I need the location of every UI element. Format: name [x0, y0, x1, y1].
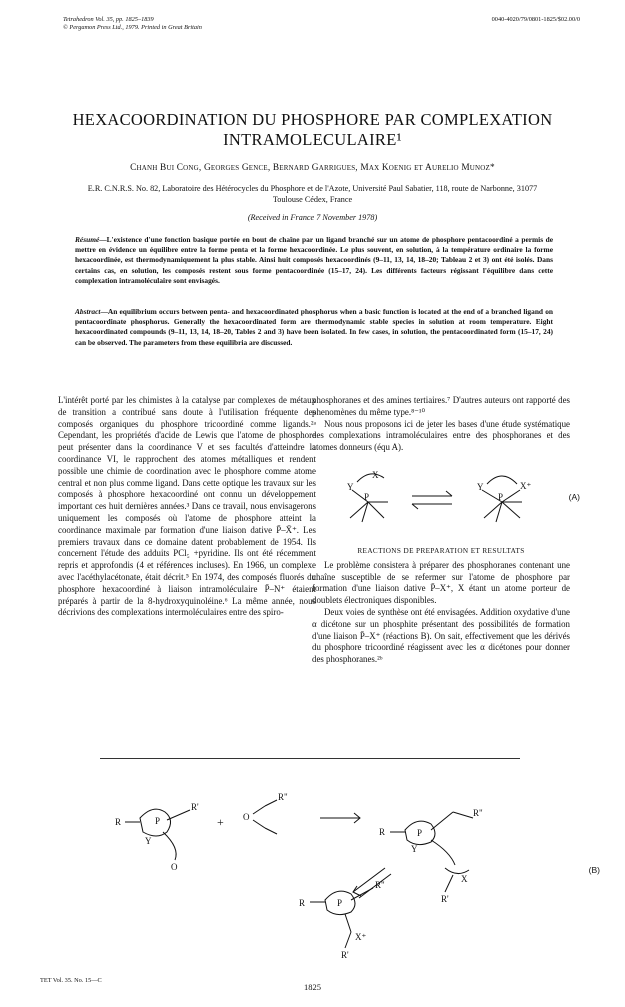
publisher-line: © Pergamon Press Ltd., 1979. Printed in Great Britain	[63, 24, 202, 31]
atom-r-prime: R'	[441, 894, 449, 904]
resume-french	[75, 235, 553, 286]
page-number: 1825	[304, 982, 321, 992]
section-heading: REACTIONS DE PREPARATION ET RESULTATS	[357, 546, 525, 555]
atom-x-plus: X⁺	[355, 932, 367, 942]
atom-r: R	[115, 817, 122, 827]
body-column-left	[58, 395, 316, 619]
body-column-right	[312, 395, 580, 666]
resume-text: —L'existence d'une fonction basique portée en bout de chaîne par un ligand branché sur un atome de phosphore pentacoordiné a permis de mettre en évidence un équilibre entre la forme penta et la forme hexacoordinée. Le plus souvent, en solution, à la température ordinaire la forme hexacoordinée, est thermodynamiquement la plus stable. Ainsi huit composés hexacoordinés (9–11, 13, 14, 18–20; Tableau 2 et 3) ont été isolés. Dans certains cas, en solution, les composés restent sous forme pentacoordinée (15–17, 24). Les différents facteurs régissant l'équilibre dans cette complexation intramoléculaire sont envisagés.	[75, 235, 553, 285]
atom-r: R	[379, 827, 386, 837]
atom-r-double-prime: R"	[278, 792, 288, 802]
affiliation: E.R. C.N.R.S. No. 82, Laboratoire des Hétérocycles du Phosphore et de l'Azote, Université Paul Sabatier, 118, route de Narbonne, 31077 Toulouse Cédex, France	[87, 184, 538, 204]
equilibrium-scheme-a	[312, 460, 552, 540]
equation-label-a: (A)	[568, 491, 580, 502]
paragraph: phosphoranes et des amines tertiaires.⁷ D'autres auteurs ont rapporté des phenomènes du même type.⁸⁻¹⁰	[312, 395, 570, 417]
article-title: HEXACOORDINATION DU PHOSPHORE PAR COMPLEXATION INTRAMOLECULAIRE¹	[72, 110, 553, 149]
atom-x-plus: X⁺	[520, 480, 532, 491]
atom-r: R	[299, 898, 306, 908]
atom-y: Y	[347, 481, 354, 492]
atom-p: P	[364, 491, 370, 502]
atom-x: X	[372, 469, 379, 480]
resume-label: Résumé	[75, 235, 100, 244]
abstract-english	[75, 307, 553, 348]
atom-p: P	[417, 828, 423, 838]
journal-header	[63, 16, 202, 32]
journal-citation: Tetrahedron Vol. 35, pp. 1825–1839	[63, 16, 154, 23]
atom-p: P	[337, 898, 343, 908]
author-list: Chanh Bui Cong, Georges Gence, Bernard Garrigues, Max Koenig et Aurelio Munoz*	[130, 163, 495, 173]
paragraph: Le problème consistera à préparer des phosphoranes contenant une chaîne susceptible de se refermer sur l'atome de phosphore par formation d'une liaison dative P̄–X⁺, X étant un atome porteur de doublets électroniques disponibles.	[312, 559, 570, 606]
article-code: 0040-4020/79/0801-1825/$02.00/0	[491, 16, 580, 23]
abstract-text: —An equilibrium occurs between penta- and hexacoordinated phosphorus when a basic function is located at the end of a branched ligand on pentacoordinate phosphorus. Generally the hexacoordinated form are thermodynamic stable species in solution at room temperature. Eight hexacoordinated compounds (9–11, 13, 14, 18–20, Tables 2 and 3) have been isolated. In few cases, in solution, the pentacoordinated form (15–17, 24) can be observed. The parameters from these equilibria are discussed.	[75, 307, 553, 347]
atom-r-prime: R'	[191, 802, 199, 812]
atom-y: Y	[411, 844, 418, 854]
section-divider	[100, 758, 520, 759]
atom-r-double-prime: R"	[375, 880, 385, 890]
atom-r-double-prime: R"	[473, 808, 483, 818]
footer-volume: TET Vol. 35. No. 15—C	[40, 977, 102, 984]
atom-o: O	[171, 862, 178, 872]
paragraph: L'intérêt porté par les chimistes à la catalyse par complexes de métaux de transition a contribué sans doute à l'utilisation fréquente des composés organiques du phosphore tricoordiné comme ligands.²ᵃ Cependant, les propriétés d'acide de Lewis que l'atome de phosphore peut présenter dans la coordinance V et ses facultés d'atteindre la coordinance VI, le rapprochent des atomes métalliques et rendent possible une chimie de coordination avec le phosphore comme atome central et non plus comme ligand. Dans cette optique les travaux sur les composés à phosphore hexacoordiné ont connu un développement important ces huit dernières années.³ Dans ce travail, nous envisagerons uniquement les composés où l'atome de phosphore atteint la coordinance maximale par formation d'une liaison dative P̄–X̄⁺. Les premiers travaux dans ce domaine datent probablement de 1954. Ils concernent l'étude des adduits PCl₅ +pyridine. Ils ont été récemment repris et approfondis (4 et références incluses). En 1966, un complexe avec l'acéthylacétonate, était décrit.⁵ En 1974, des composés fluorés du phosphore hexacoordiné à liaison intramoléculaire P̄–N⁺ étaient préparés à partir de la 8-hydroxyquinoléine.⁶ La même année, nous décrivions des complexations intermoléculaires entre des spiro-	[58, 395, 316, 618]
atom-o: O	[243, 812, 250, 822]
equation-label-b: (B)	[588, 865, 600, 875]
paragraph: Nous nous proposons ici de jeter les bases d'une étude systématique des complexations intramoléculaires entre des phosphoranes et des atomes donneurs (équ A).	[312, 418, 570, 453]
atom-y: Y	[145, 836, 152, 846]
plus-sign: +	[217, 815, 224, 829]
atom-x: X	[461, 874, 468, 884]
atom-y: Y	[477, 481, 484, 492]
atom-r-prime: R'	[341, 950, 349, 960]
received-date: (Received in France 7 November 1978)	[247, 213, 378, 222]
abstract-label: Abstract	[75, 307, 101, 316]
equation-a	[312, 460, 580, 540]
reaction-scheme-b	[105, 790, 585, 960]
atom-p: P	[498, 491, 504, 502]
atom-p: P	[155, 816, 161, 826]
paragraph: Deux voies de synthèse ont été envisagées. Addition oxydative d'une α dicétone sur un phosphite présentant des possibilités de formation d'une liaison P̄–X⁺ (réactions B). On sait, effectivement que les dérivés du phosphore tricoordiné réagissent avec les α dicétones pour donner des phosphoranes.²ᵇ	[312, 606, 570, 665]
